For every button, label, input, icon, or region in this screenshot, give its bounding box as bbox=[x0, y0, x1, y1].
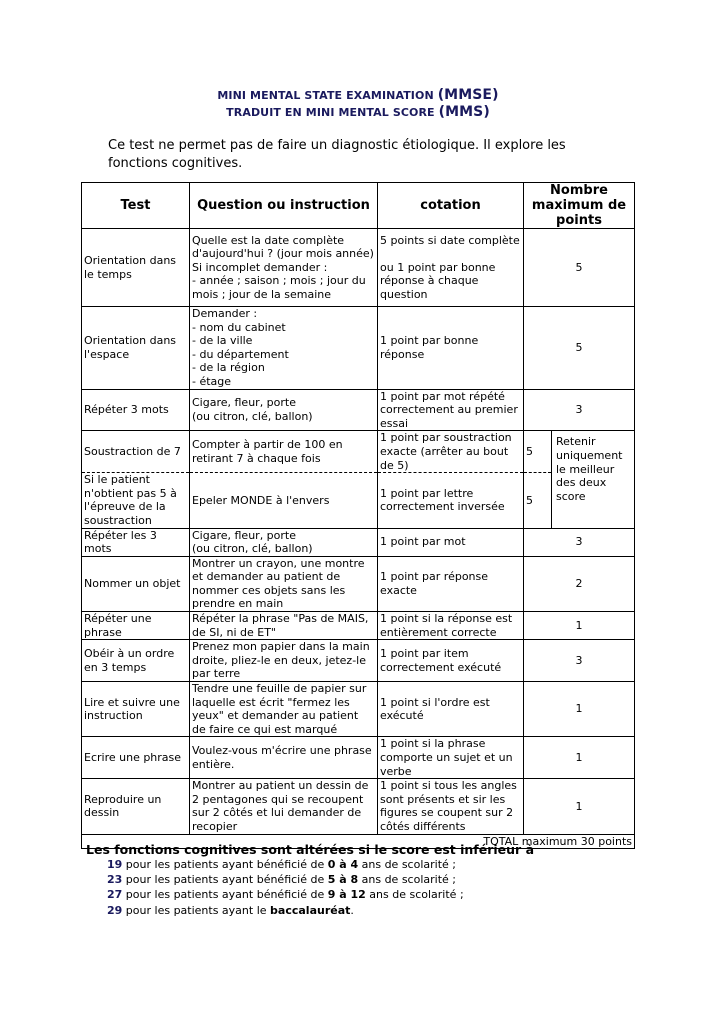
row-cotation: 1 point si la phrase comporte un sujet et un verbe bbox=[378, 737, 524, 779]
mmse-table bbox=[81, 182, 635, 849]
row-max: 2 bbox=[524, 556, 635, 611]
row-test: Si le patient n'obtient pas 5 à l'épreuve de la soustraction bbox=[82, 473, 190, 528]
threshold-score: 27 bbox=[107, 888, 123, 902]
title-line-2-abbr: (MMS) bbox=[438, 104, 490, 120]
threshold-heading: Les fonctions cognitives sont altérées si le score est inférieur à bbox=[86, 842, 534, 857]
title-line-2 bbox=[0, 104, 716, 120]
row-test: Orientation dans le temps bbox=[82, 229, 190, 307]
table-row bbox=[82, 556, 635, 611]
header-question: Question ou instruction bbox=[190, 183, 378, 229]
row-cotation: 1 point par mot bbox=[378, 528, 524, 556]
threshold-text: pour les patients ayant bénéficié de bbox=[122, 873, 328, 887]
row-max: 3 bbox=[524, 640, 635, 682]
table-row bbox=[82, 229, 635, 307]
row-max: 1 bbox=[524, 737, 635, 779]
row-max: 1 bbox=[524, 682, 635, 737]
row-test: Soustraction de 7 bbox=[82, 431, 190, 473]
row-test: Nommer un objet bbox=[82, 556, 190, 611]
row-cotation: 1 point si la réponse est entièrement correcte bbox=[378, 612, 524, 640]
title-line-1 bbox=[0, 87, 716, 103]
table-header-row bbox=[82, 183, 635, 229]
header-cotation: cotation bbox=[378, 183, 524, 229]
threshold-range: 5 à 8 bbox=[327, 873, 359, 887]
best-score-note: Retenir uniquement le meilleur des deux score bbox=[552, 431, 635, 528]
threshold-text: . bbox=[350, 903, 354, 917]
row-question: Voulez-vous m'écrire une phrase entière. bbox=[190, 737, 378, 779]
row-question: Montrer au patient un dessin de 2 pentagones qui se recoupent sur 2 côtés et lui demander de recopier bbox=[190, 779, 378, 834]
table-row bbox=[82, 307, 635, 390]
row-cotation: 1 point par bonne réponse bbox=[378, 307, 524, 390]
list-item bbox=[107, 857, 464, 872]
threshold-range: 0 à 4 bbox=[327, 858, 359, 871]
row-cotation: 1 point par soustraction exacte (arrêter au bout de 5) bbox=[378, 431, 524, 473]
row-question: Prenez mon papier dans la main droite, pliez-le en deux, jetez-le par terre bbox=[190, 640, 378, 682]
table-row bbox=[82, 389, 635, 431]
table-row bbox=[82, 528, 635, 556]
threshold-range: baccalauréat bbox=[270, 903, 351, 917]
row-max: 1 bbox=[524, 779, 635, 834]
threshold-score: 23 bbox=[107, 873, 123, 887]
threshold-text: ans de scolarité ; bbox=[358, 873, 456, 887]
row-cotation: 1 point par réponse exacte bbox=[378, 556, 524, 611]
title-line-1-text: MINI MENTAL STATE EXAMINATION bbox=[217, 89, 438, 102]
title-line-1-abbr: (MMSE) bbox=[437, 87, 499, 103]
row-test: Lire et suivre une instruction bbox=[82, 682, 190, 737]
table-row bbox=[82, 779, 635, 834]
threshold-text: pour les patients ayant le bbox=[122, 903, 271, 917]
threshold-text: pour les patients ayant bénéficié de bbox=[122, 858, 328, 871]
table-row bbox=[82, 640, 635, 682]
row-cotation: 1 point par mot répété correctement au premier essai bbox=[378, 389, 524, 431]
table-row bbox=[82, 431, 635, 473]
row-test: Répéter les 3 mots bbox=[82, 528, 190, 556]
threshold-score: 29 bbox=[107, 903, 123, 917]
row-cotation: 1 point par lettre correctement inversée bbox=[378, 473, 524, 528]
table-row bbox=[82, 612, 635, 640]
row-max: 3 bbox=[524, 528, 635, 556]
header-test: Test bbox=[82, 183, 190, 229]
row-test: Reproduire un dessin bbox=[82, 779, 190, 834]
title-line-2-text: TRADUIT EN MINI MENTAL SCORE bbox=[226, 106, 439, 119]
row-test: Répéter 3 mots bbox=[82, 389, 190, 431]
row-question: Demander : - nom du cabinet - de la ville - du département - de la région - étage bbox=[190, 307, 378, 390]
row-test: Ecrire une phrase bbox=[82, 737, 190, 779]
row-question: Répéter la phrase "Pas de MAIS, de SI, ni de ET" bbox=[190, 612, 378, 640]
table-row bbox=[82, 737, 635, 779]
threshold-range: 9 à 12 bbox=[327, 888, 366, 902]
row-sub-score: 5 bbox=[524, 431, 552, 473]
row-max: 5 bbox=[524, 229, 635, 307]
row-question: Tendre une feuille de papier sur laquelle est écrit "fermez les yeux" et demander au patient de faire ce qui est marqué bbox=[190, 682, 378, 737]
row-question: Cigare, fleur, porte (ou citron, clé, ballon) bbox=[190, 389, 378, 431]
row-question: Compter à partir de 100 en retirant 7 à chaque fois bbox=[190, 431, 378, 473]
threshold-text: pour les patients ayant bénéficié de bbox=[122, 888, 328, 902]
threshold-text: ans de scolarité ; bbox=[358, 858, 456, 871]
row-max: 5 bbox=[524, 307, 635, 390]
threshold-list bbox=[107, 857, 464, 918]
row-sub-score: 5 bbox=[524, 473, 552, 528]
table-row bbox=[82, 682, 635, 737]
row-question: Quelle est la date complète d'aujourd'hui ? (jour mois année) Si incomplet demander : - année ; saison ; mois ; jour du mois ; jour de la semaine bbox=[190, 229, 378, 307]
row-cotation: 1 point si l'ordre est exécuté bbox=[378, 682, 524, 737]
total-points: TOTAL maximum 30 points bbox=[82, 834, 635, 848]
row-question: Epeler MONDE à l'envers bbox=[190, 473, 378, 528]
row-question: Montrer un crayon, une montre et demander au patient de nommer ces objets sans les prendre en main bbox=[190, 556, 378, 611]
list-item bbox=[107, 903, 464, 918]
header-max-points: Nombre maximum de points bbox=[524, 183, 635, 229]
threshold-score: 19 bbox=[107, 858, 123, 871]
row-test: Obéir à un ordre en 3 temps bbox=[82, 640, 190, 682]
intro-paragraph: Ce test ne permet pas de faire un diagnostic étiologique. Il explore les fonctions cognitives. bbox=[108, 138, 566, 171]
row-question: Cigare, fleur, porte (ou citron, clé, ballon) bbox=[190, 528, 378, 556]
row-max: 1 bbox=[524, 612, 635, 640]
row-max: 3 bbox=[524, 389, 635, 431]
row-test: Répéter une phrase bbox=[82, 612, 190, 640]
row-cotation: 1 point si tous les angles sont présents et sir les figures se coupent sur 2 côtés différents bbox=[378, 779, 524, 834]
list-item bbox=[107, 872, 464, 887]
row-test: Orientation dans l'espace bbox=[82, 307, 190, 390]
row-cotation: 5 points si date complète ou 1 point par bonne réponse à chaque question bbox=[378, 229, 524, 307]
list-item bbox=[107, 887, 464, 902]
row-cotation: 1 point par item correctement exécuté bbox=[378, 640, 524, 682]
threshold-text: ans de scolarité ; bbox=[365, 888, 464, 902]
